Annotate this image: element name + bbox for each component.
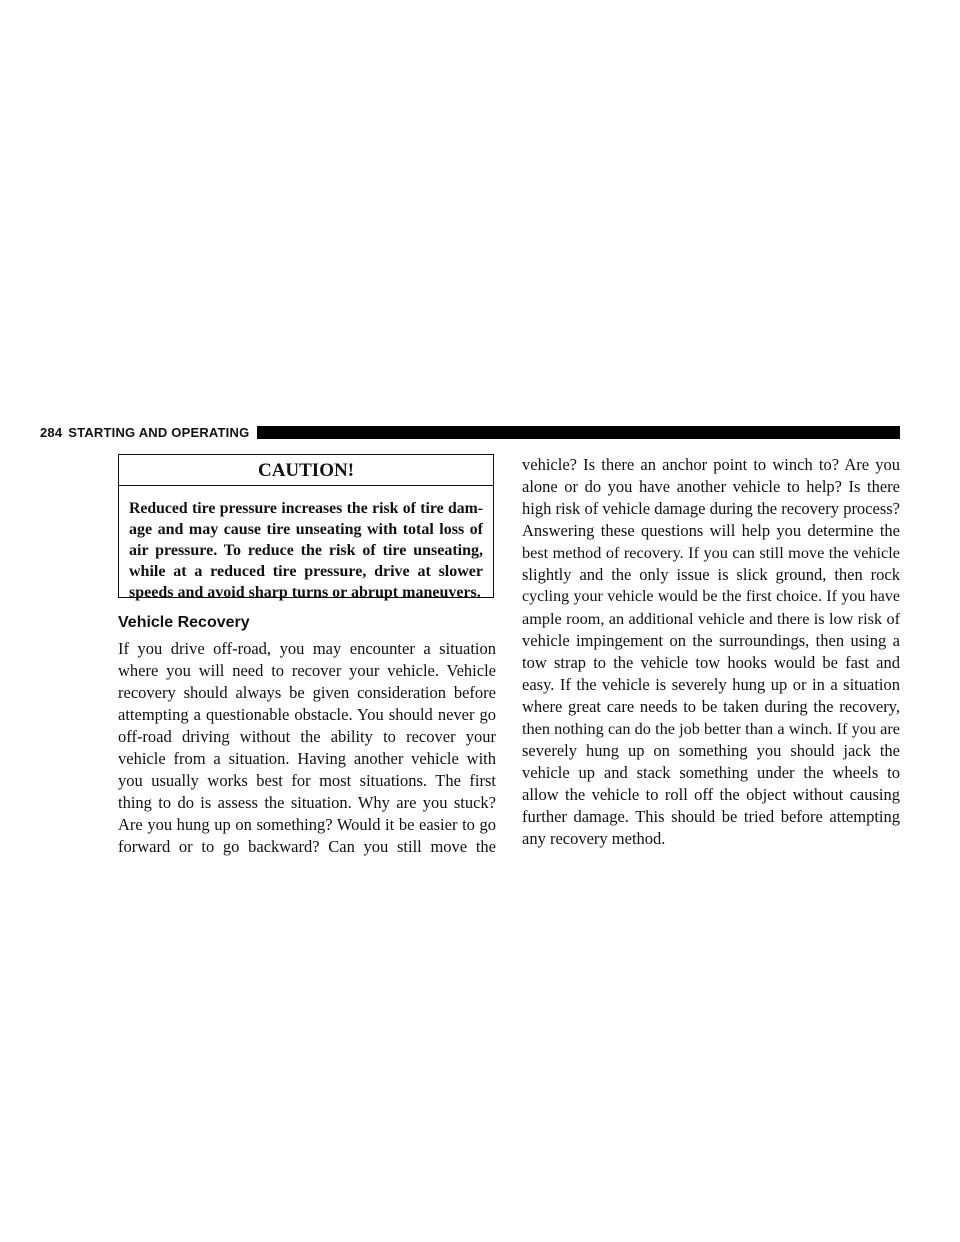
text-line: forward or to go backward? Can you still move the xyxy=(118,837,496,856)
text-line: severely hung up on something you should jack the xyxy=(522,741,900,760)
text-line: recovery should always be given consideration before xyxy=(118,683,496,702)
text-line: further damage. This should be tried before attempting xyxy=(522,807,900,826)
text-line: ample room, an additional vehicle and there is low risk of xyxy=(522,610,900,628)
page-number: 284 xyxy=(40,424,63,440)
text-line: off-road driving without the ability to recover your xyxy=(118,727,496,746)
text-line: easy. If the vehicle is severely hung up or in a situation xyxy=(522,675,900,694)
text-line: Answering these questions will help you determine the xyxy=(522,521,900,540)
text-line: allow the vehicle to roll off the object without causing xyxy=(522,785,900,804)
text-line: tow strap to the vehicle tow hooks would be fast and xyxy=(522,653,900,672)
text-line: thing to do is assess the situation. Why are you stuck? xyxy=(118,793,496,812)
caution-box xyxy=(118,454,494,601)
text-line: vehicle impingement on the surroundings, then using a xyxy=(522,631,900,650)
right-column-text xyxy=(522,454,900,850)
text-line: vehicle? Is there an anchor point to winch to? Are you xyxy=(522,455,900,474)
text-line: any recovery method. xyxy=(522,829,666,848)
text-line: attempting a questionable obstacle. You should never go xyxy=(118,705,496,724)
left-column-text xyxy=(118,638,496,858)
section-heading: STARTING AND OPERATING xyxy=(68,424,250,440)
text-line: If you drive off-road, you may encounter a situation xyxy=(118,639,496,658)
caution-line: air pressure. To reduce the risk of tire unseating, xyxy=(129,542,483,559)
caution-line: while at a reduced tire pressure, drive at slower xyxy=(129,563,483,580)
text-line: you usually works best for most situations. The first xyxy=(118,771,496,790)
text-line: cycling your vehicle would be the first choice. If you have xyxy=(522,588,900,605)
text-line: vehicle up and stack something under the wheels to xyxy=(522,763,900,782)
text-line: where great care needs to be taken during the recovery, xyxy=(522,697,900,716)
page-header xyxy=(40,422,900,442)
caution-line: speeds and avoid sharp turns or abrupt maneuvers. xyxy=(129,584,481,601)
text-line: alone or do you have another vehicle to help? Is there xyxy=(522,477,900,496)
caution-line: age and may cause tire unseating with total loss of xyxy=(129,521,483,538)
caution-line: Reduced tire pressure increases the risk of tire dam- xyxy=(129,500,483,517)
text-line: then nothing can do the job better than a winch. If you are xyxy=(522,720,900,738)
caution-body xyxy=(129,498,483,603)
text-line: vehicle from a situation. Having another vehicle with xyxy=(118,749,496,768)
caution-title: CAUTION! xyxy=(119,455,493,486)
header-rule xyxy=(257,426,900,439)
text-line: where you will need to recover your vehicle. Vehicle xyxy=(118,661,496,680)
text-line: slightly and the only issue is slick ground, then rock xyxy=(522,565,900,584)
text-line: Are you hung up on something? Would it be easier to go xyxy=(118,815,496,834)
text-line: high risk of vehicle damage during the recovery process? xyxy=(522,499,900,518)
section-title-vehicle-recovery: Vehicle Recovery xyxy=(118,614,250,631)
text-line: best method of recovery. If you can still move the vehicle xyxy=(522,544,900,562)
